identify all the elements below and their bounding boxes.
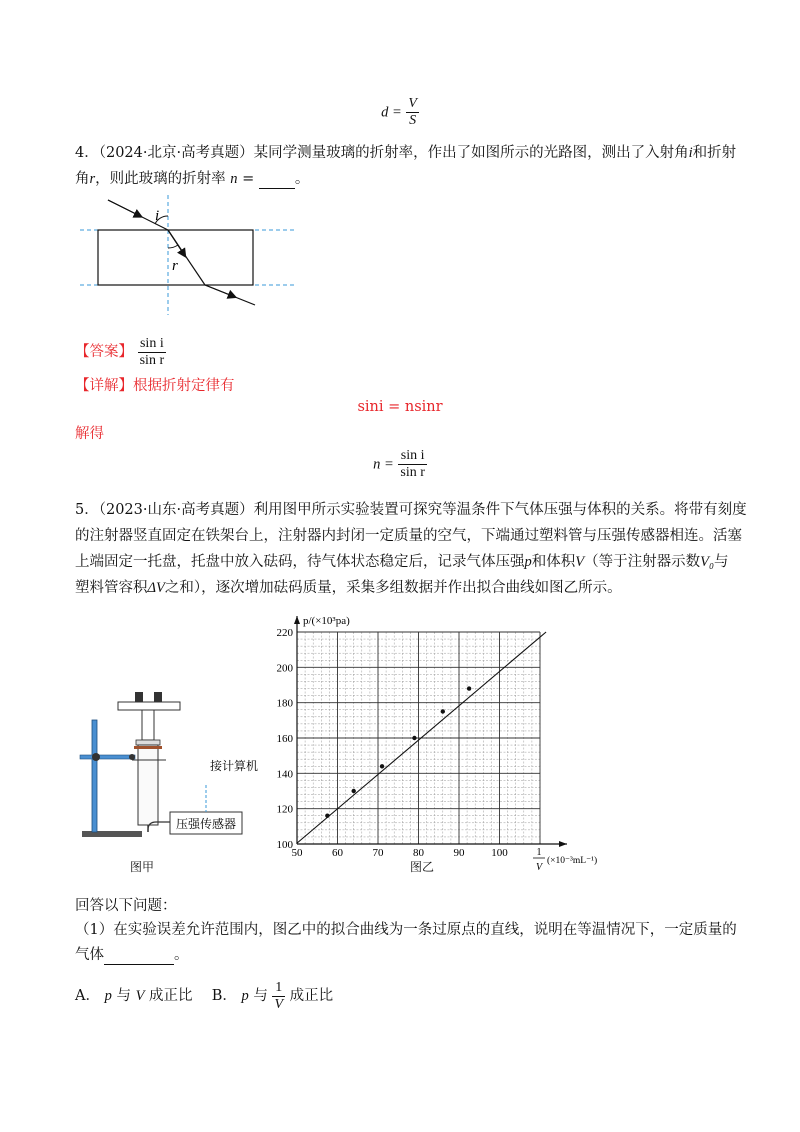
- chart-y-label: p/(×10³pa): [303, 615, 350, 627]
- q4-line1: [75, 143, 736, 163]
- option-b-mid: 与: [253, 988, 268, 1004]
- option-a-var-V: V: [135, 988, 145, 1004]
- q5-sub1-end: 。: [174, 947, 189, 963]
- fig-yi-caption: 图乙: [410, 860, 435, 874]
- data-point: [412, 736, 416, 740]
- chart-x-tick-labels: [292, 847, 509, 859]
- piston: [136, 740, 160, 745]
- option-b-end: 成正比: [289, 988, 334, 1004]
- detail-text: 根据折射定律有: [133, 378, 235, 394]
- y-tick-label: 120: [276, 803, 293, 816]
- stand-base: [82, 831, 142, 837]
- snell-equation: sini = nsinr: [357, 399, 443, 415]
- q5-sub1-text: （1）在实验误差允许范围内，图乙中的拟合曲线为一条过原点的直线，说明在等温情况下，一定质量的: [75, 922, 737, 938]
- y-tick-label: 160: [276, 733, 293, 745]
- option-b-var-p: p: [241, 988, 249, 1004]
- pressure-volume-chart: [255, 612, 625, 877]
- syringe-clamp: [134, 746, 162, 749]
- option-a-var-p: p: [104, 988, 112, 1004]
- option-a-end: 成正比: [149, 988, 193, 1004]
- y-axis-arrow: [294, 616, 300, 624]
- answer-label: 【答案】: [75, 344, 133, 360]
- q5-source: （2023·山东·高考真题）: [98, 502, 254, 518]
- q5-sub1-blank[interactable]: [104, 964, 174, 965]
- y-tick-label: 220: [276, 627, 293, 639]
- q5-line2: [75, 526, 742, 546]
- y-tick-label: 200: [276, 662, 293, 675]
- data-point: [441, 709, 445, 713]
- q5-line4: [75, 578, 622, 598]
- formula-denominator: S: [409, 113, 417, 128]
- chart-x-label-den: V: [535, 862, 543, 873]
- result-fraction: [398, 448, 427, 481]
- answer-line: [75, 334, 166, 370]
- apparatus-figure: [70, 690, 280, 880]
- result-formula: [0, 448, 800, 481]
- x-axis-arrow: [559, 841, 567, 847]
- detail-equation: [0, 399, 800, 415]
- detail-label: 【详解】: [75, 378, 133, 394]
- stand-rod: [92, 720, 97, 832]
- q5-text4b: 之和），逐次增加砝码质量，采集多组数据并作出拟合曲线如图乙所示。: [164, 580, 622, 596]
- questions-intro: [75, 896, 177, 916]
- x-tick-label: 80: [413, 847, 424, 859]
- exit-arrow: [205, 285, 235, 297]
- fig-jia-caption: 图甲: [130, 860, 155, 874]
- q5-text4a: 塑料管容积: [75, 580, 148, 596]
- angle-r-arc: [168, 245, 178, 248]
- refraction-diagram: [75, 190, 305, 320]
- refracted-arrow: [168, 230, 185, 256]
- q4-text3: 角: [75, 171, 90, 187]
- q4-eq: =: [242, 171, 255, 187]
- x-tick-label: 60: [332, 847, 343, 859]
- answer-numerator: sin i: [138, 336, 167, 353]
- plastic-tube: [148, 822, 170, 832]
- chart-x-label-unit: (×10⁻³mL⁻¹): [547, 856, 598, 866]
- computer-label: 接计算机: [210, 759, 259, 773]
- data-point: [352, 789, 356, 793]
- q4-line2: [75, 169, 309, 189]
- clamp-screw: [129, 754, 135, 760]
- q5-line1: [75, 500, 747, 520]
- x-tick-label: 90: [453, 847, 465, 859]
- solve-line: [75, 424, 104, 444]
- q5-var-V: V: [575, 554, 585, 570]
- y-tick-label: 100: [276, 839, 293, 851]
- weight-1: [135, 692, 143, 702]
- detail-line: [75, 376, 235, 396]
- label-r: r: [172, 258, 178, 274]
- q5-var-dV: ΔV: [147, 580, 165, 596]
- data-point: [380, 764, 384, 768]
- q5-text3d: 与: [714, 554, 729, 570]
- option-b-label: B．: [211, 988, 237, 1004]
- q5-sub1-line2: [75, 945, 189, 965]
- formula-numerator: V: [408, 96, 417, 111]
- q5-line3: [75, 552, 729, 572]
- chart-x-label-num: 1: [536, 847, 542, 858]
- formula-fraction: [406, 96, 419, 129]
- weight-2: [154, 692, 162, 702]
- q4-number: 4．: [75, 145, 99, 161]
- q5-text3b: 和体积: [531, 554, 576, 570]
- option-a-label: A．: [75, 988, 100, 1004]
- result-denominator: sin r: [400, 465, 425, 480]
- option-a-mid: 与: [116, 988, 131, 1004]
- q4-var-r: r: [89, 171, 96, 187]
- sensor-label: 压强传感器: [176, 817, 237, 831]
- data-point: [467, 686, 471, 690]
- q4-var-n: n: [230, 171, 238, 187]
- chart-y-tick-labels: [277, 627, 294, 851]
- q5-text3c: （等于注射器示数: [584, 554, 701, 570]
- answer-fraction: [138, 336, 167, 369]
- result-numerator: sin i: [398, 448, 427, 465]
- questions-intro-text: 回答以下问题：: [75, 898, 177, 914]
- y-tick-label: 180: [276, 697, 293, 710]
- q5-text2: 的注射器竖直固定在铁架台上，注射器内封闭一定质量的空气，下端通过塑料管与压强传感器相连。活塞: [75, 528, 742, 544]
- label-i: i: [155, 208, 160, 224]
- q4-end: 。: [294, 171, 310, 187]
- y-tick-label: 140: [276, 768, 293, 781]
- formula-lhs: d =: [381, 104, 402, 121]
- option-b-fraction: [272, 980, 285, 1013]
- q5-text1: 利用图甲所示实验装置可探究等温条件下气体压强与体积的关系。将带有刻度: [253, 502, 747, 518]
- data-point: [325, 814, 329, 818]
- q4-text2: 和折射: [692, 145, 737, 161]
- option-b-denominator: V: [274, 996, 284, 1012]
- solve-text: 解得: [75, 426, 104, 442]
- q5-text3a: 上端固定一托盘，托盘中放入砝码，待气体状态稳定后，记录气体压强: [75, 554, 525, 570]
- plunger-rod: [142, 710, 154, 740]
- answer-denominator: sin r: [139, 352, 165, 368]
- x-tick-label: 70: [372, 847, 384, 859]
- formula-d: [0, 96, 800, 129]
- incident-arrow: [108, 200, 141, 217]
- q5-var-V0: V₀: [700, 554, 715, 570]
- result-lhs: n =: [373, 456, 394, 473]
- q5-var-p: p: [524, 554, 532, 570]
- option-b-numerator: 1: [272, 980, 285, 997]
- q4-var-i: i: [688, 145, 693, 161]
- q5-sub1-text2: 气体: [75, 947, 104, 963]
- x-tick-label: 50: [291, 847, 303, 859]
- q4-answer-blank[interactable]: [259, 188, 295, 189]
- tray: [118, 702, 180, 710]
- clamp-arm: [80, 755, 135, 759]
- clamp-knob: [92, 753, 100, 761]
- syringe-barrel: [138, 745, 158, 825]
- q4-text1: 某同学测量玻璃的折射率，作出了如图所示的光路图，测出了入射角: [253, 145, 689, 161]
- q4-text4: ，则此玻璃的折射率: [95, 171, 226, 187]
- q4-source: （2024·北京·高考真题）: [98, 145, 254, 161]
- q5-number: 5．: [75, 502, 99, 518]
- x-tick-label: 100: [491, 847, 508, 859]
- q5-options: [75, 978, 333, 1014]
- q5-sub1-line1: [75, 920, 737, 940]
- chart-axes: [294, 616, 567, 847]
